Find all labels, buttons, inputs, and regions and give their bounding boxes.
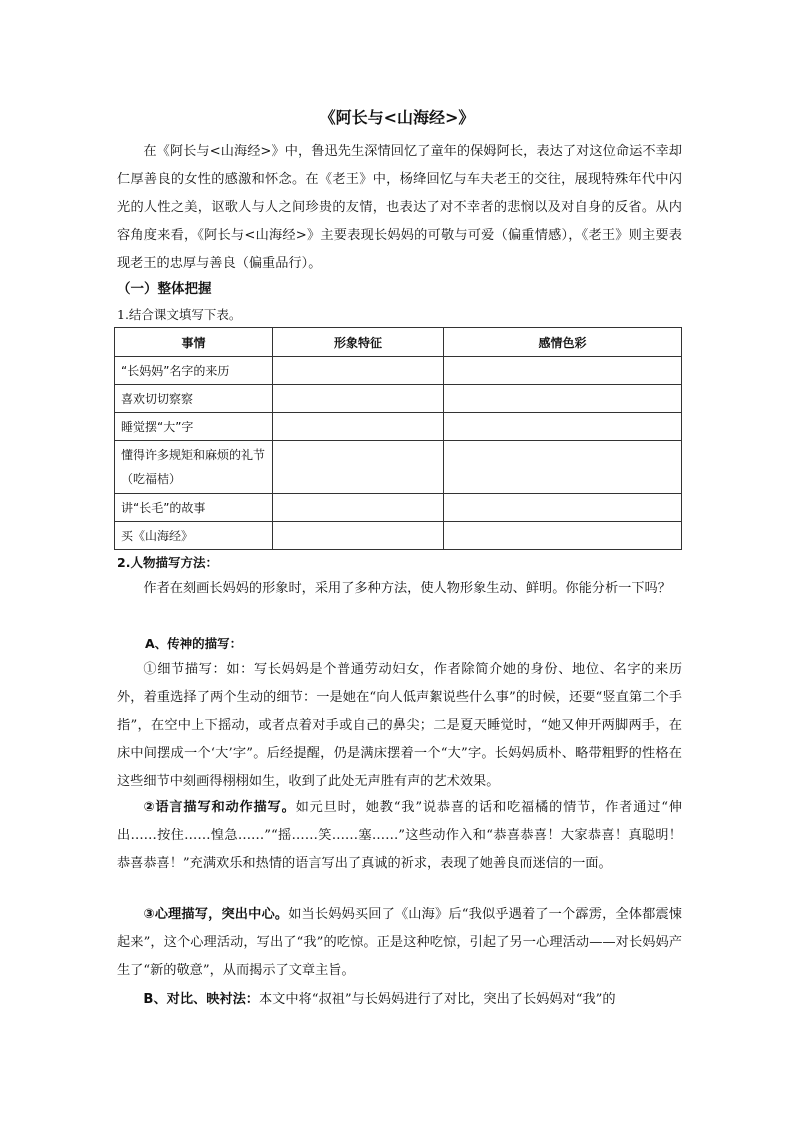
table-cell-blank[interactable] bbox=[444, 522, 682, 550]
table-header-emotional-color: 感情色彩 bbox=[444, 328, 682, 357]
table-cell-event: 讲“长毛”的故事 bbox=[115, 494, 273, 522]
section-heading-overall: （一）整体把握 bbox=[117, 281, 212, 297]
table-cell-blank[interactable] bbox=[273, 385, 444, 413]
psychology-paragraph bbox=[117, 901, 682, 985]
language-action-paragraph bbox=[117, 794, 682, 878]
table-row bbox=[115, 413, 682, 441]
table-cell-event: “长妈妈”名字的来历 bbox=[115, 357, 273, 385]
psychology-label: ③心理描写，突出中心。 bbox=[143, 907, 289, 922]
detail-description-paragraph bbox=[117, 656, 682, 796]
table-row bbox=[115, 441, 682, 494]
table-row bbox=[115, 494, 682, 522]
table-header-row bbox=[115, 328, 682, 357]
table-cell-blank[interactable] bbox=[273, 522, 444, 550]
table-cell-blank[interactable] bbox=[444, 494, 682, 522]
document-title: 《阿长与<山海经>》 bbox=[319, 108, 475, 127]
table-cell-event: 懂得许多规矩和麻烦的礼节（吃福桔） bbox=[115, 441, 273, 494]
table-cell-blank[interactable] bbox=[273, 441, 444, 494]
fill-in-table bbox=[114, 327, 682, 550]
table-cell-event: 买《山海经》 bbox=[115, 522, 273, 550]
detail-description-text: 如：写长妈妈是个普通劳动妇女，作者除简介她的身份、地位、名字的来历外，着重选择了两个生动的细节：一是她在“向人低声絮说些什么事”的时候，还要“竖直第二个手指”，在空中上下摇动，或者点着对手或自己的鼻尖；二是夏天睡觉时，“她又伸开两脚两手，在床中间摆成一个‘大’字”。后经提醒，仍是满床摆着一个“大”字。长妈妈质朴、略带粗野的性格在这些细节中刻画得栩栩如生，收到了此处无声胜有声的艺术效果。 bbox=[117, 662, 683, 789]
table-header-event: 事情 bbox=[115, 328, 273, 357]
table-cell-blank[interactable] bbox=[273, 357, 444, 385]
subsection-a-heading: A、传神的描写： bbox=[145, 636, 243, 651]
table-cell-event: 睡觉摆“大”字 bbox=[115, 413, 273, 441]
task-2-paragraph: 作者在刻画长妈妈的形象时，采用了多种方法，使人物形象生动、鲜明。你能分析一下吗？ bbox=[143, 581, 671, 596]
language-action-text: 如元旦时，她教“我”说恭喜的话和吃福橘的情节，作者通过“伸出……按住……惶急……”“摇……笑……塞……”这些动作入和“恭喜恭喜！大家恭喜！真聪明！恭喜恭喜！”充满欢乐和热情的语言写出了真诚的祈求，表现了她善良而迷信的一面。 bbox=[117, 800, 682, 871]
table-cell-blank[interactable] bbox=[273, 413, 444, 441]
task-2-heading: 2.人物描写方法： bbox=[117, 555, 218, 570]
table-cell-blank[interactable] bbox=[444, 357, 682, 385]
table-cell-event: 喜欢切切察察 bbox=[115, 385, 273, 413]
table-cell-blank[interactable] bbox=[444, 413, 682, 441]
contrast-text: 本文中将“叔祖”与长妈妈进行了对比，突出了长妈妈对“我”的 bbox=[258, 992, 616, 1007]
table-row bbox=[115, 385, 682, 413]
language-action-label: ②语言描写和动作描写。 bbox=[143, 800, 296, 815]
table-row bbox=[115, 357, 682, 385]
psychology-text: 如当长妈妈买回了《山海》后“我似乎遇着了一个霹雳，全体都震悚起来”，这个心理活动，写出了“我”的吃惊。正是这种吃惊，引起了另一心理活动——对长妈妈产生了“新的敬意”，从而揭示了文章主旨。 bbox=[117, 907, 682, 978]
table-header-image-traits: 形象特征 bbox=[273, 328, 444, 357]
table-cell-blank[interactable] bbox=[444, 441, 682, 494]
contrast-label: B、对比、映衬法： bbox=[143, 992, 259, 1007]
detail-description-label: ①细节描写： bbox=[143, 662, 227, 677]
table-cell-blank[interactable] bbox=[273, 494, 444, 522]
task-1-instruction: 1.结合课文填写下表。 bbox=[117, 307, 242, 322]
table-cell-blank[interactable] bbox=[444, 385, 682, 413]
table-row bbox=[115, 522, 682, 550]
contrast-paragraph bbox=[117, 986, 682, 1014]
intro-paragraph: 在《阿长与<山海经>》中，鲁迅先生深情回忆了童年的保姆阿长，表达了对这位命运不幸却仁厚善良的女性的感激和怀念。在《老王》中，杨绛回忆与车夫老王的交往，展现特殊年代中闪光的人性之美，讴歌人与人之间珍贵的友情，也表达了对不幸者的悲悯以及对自身的反省。从内容角度来看，《阿长与<山海经>》主要表现长妈妈的可敬与可爱（偏重情感），《老王》则主要表现老王的忠厚与善良（偏重品行）。 bbox=[117, 144, 682, 271]
